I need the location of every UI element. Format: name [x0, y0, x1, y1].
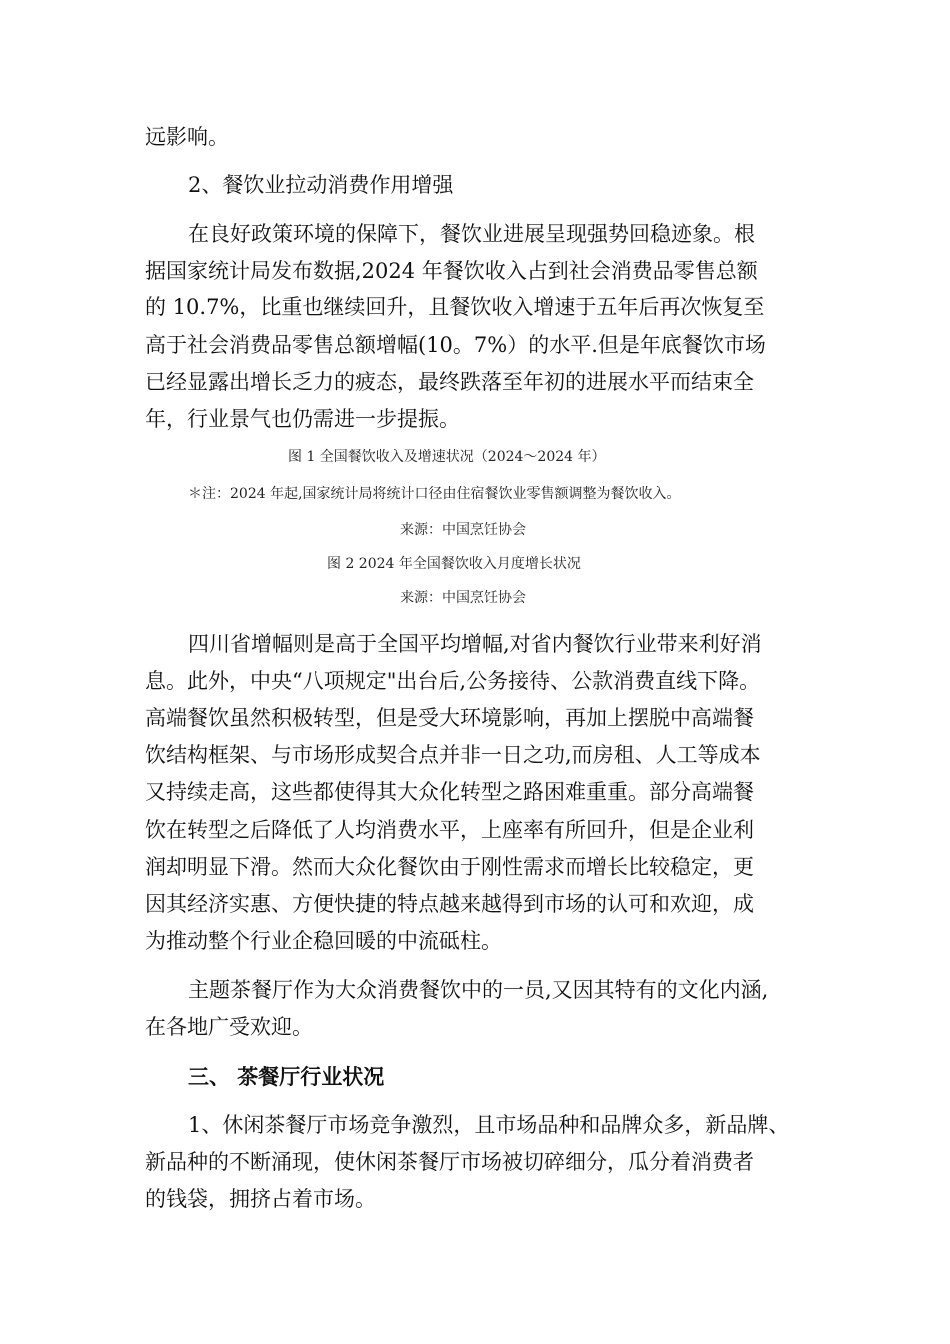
paragraph-line: 润却明显下滑。然而大众化餐饮由于刚性需求而增长比较稳定，更 [145, 855, 754, 879]
paragraph-line: 远影响。 [145, 125, 229, 149]
paragraph-line: 饮在转型之后降低了人均消费水平，上座率有所回升，但是企业利 [145, 818, 754, 842]
figure-source: 来源：中国烹饪协会 [400, 590, 526, 606]
paragraph-line: 新品种的不断涌现，使休闲茶餐厅市场被切碎细分，瓜分着消费者 [145, 1150, 754, 1174]
figure-note: ＊注：2024 年起,国家统计局将统计口径由住宿餐饮业零售额调整为餐饮收入。 [188, 486, 681, 502]
paragraph-line: 据国家统计局发布数据,2024 年餐饮收入占到社会消费品零售总额 [145, 259, 758, 283]
figure-caption: 图 2 2024 年全国餐饮收入月度增长状况 [327, 556, 581, 572]
paragraph-line: 在各地广受欢迎。 [145, 1015, 313, 1039]
paragraph-line: 为推动整个行业企稳回暖的中流砥柱。 [145, 929, 502, 953]
paragraph-line: 饮结构框架、与市场形成契合点并非一日之功,而房租、人工等成本 [145, 743, 761, 767]
paragraph-line: 的钱袋，拥挤占着市场。 [145, 1187, 376, 1211]
paragraph-line: 又持续走高，这些都使得其大众化转型之路困难重重。部分高端餐 [145, 780, 754, 804]
paragraph-line: 在良好政策环境的保障下，餐饮业进展呈现强势回稳迹象。根 [188, 222, 755, 246]
paragraph-line: 因其经济实惠、方便快捷的特点越来越得到市场的认可和欢迎，成 [145, 892, 754, 916]
paragraph-line: 已经显露出增长乏力的疲态，最终跌落至年初的进展水平而结束全 [145, 370, 754, 394]
paragraph-line: 年，行业景气也仍需进一步提振。 [145, 407, 460, 431]
section-heading: 三、 茶餐厅行业状况 [188, 1065, 385, 1089]
paragraph-line: 高于社会消费品零售总额增幅(10。7%）的水平.但是年底餐饮市场 [145, 333, 766, 357]
figure-source: 来源：中国烹饪协会 [400, 522, 526, 538]
paragraph-line: 高端餐饮虽然积极转型，但是受大环境影响，再加上摆脱中高端餐 [145, 706, 754, 730]
paragraph-line: 的 10.7%，比重也继续回升，且餐饮收入增速于五年后再次恢复至 [145, 295, 765, 319]
paragraph-line: 主题茶餐厅作为大众消费餐饮中的一员,又因其特有的文化内涵, [188, 978, 769, 1002]
figure-caption: 图 1 全国餐饮收入及增速状况（2024～2024 年） [288, 449, 606, 465]
paragraph-line: 1、休闲茶餐厅市场竞争激烈，且市场品种和品牌众多，新品牌、 [188, 1113, 790, 1137]
paragraph-line: 息。此外，中央“八项规定"出台后,公务接待、公款消费直线下降。 [145, 669, 761, 693]
section-heading: 2、餐饮业拉动消费作用增强 [188, 173, 454, 197]
paragraph-line: 四川省增幅则是高于全国平均增幅,对省内餐饮行业带来利好消 [188, 632, 762, 656]
